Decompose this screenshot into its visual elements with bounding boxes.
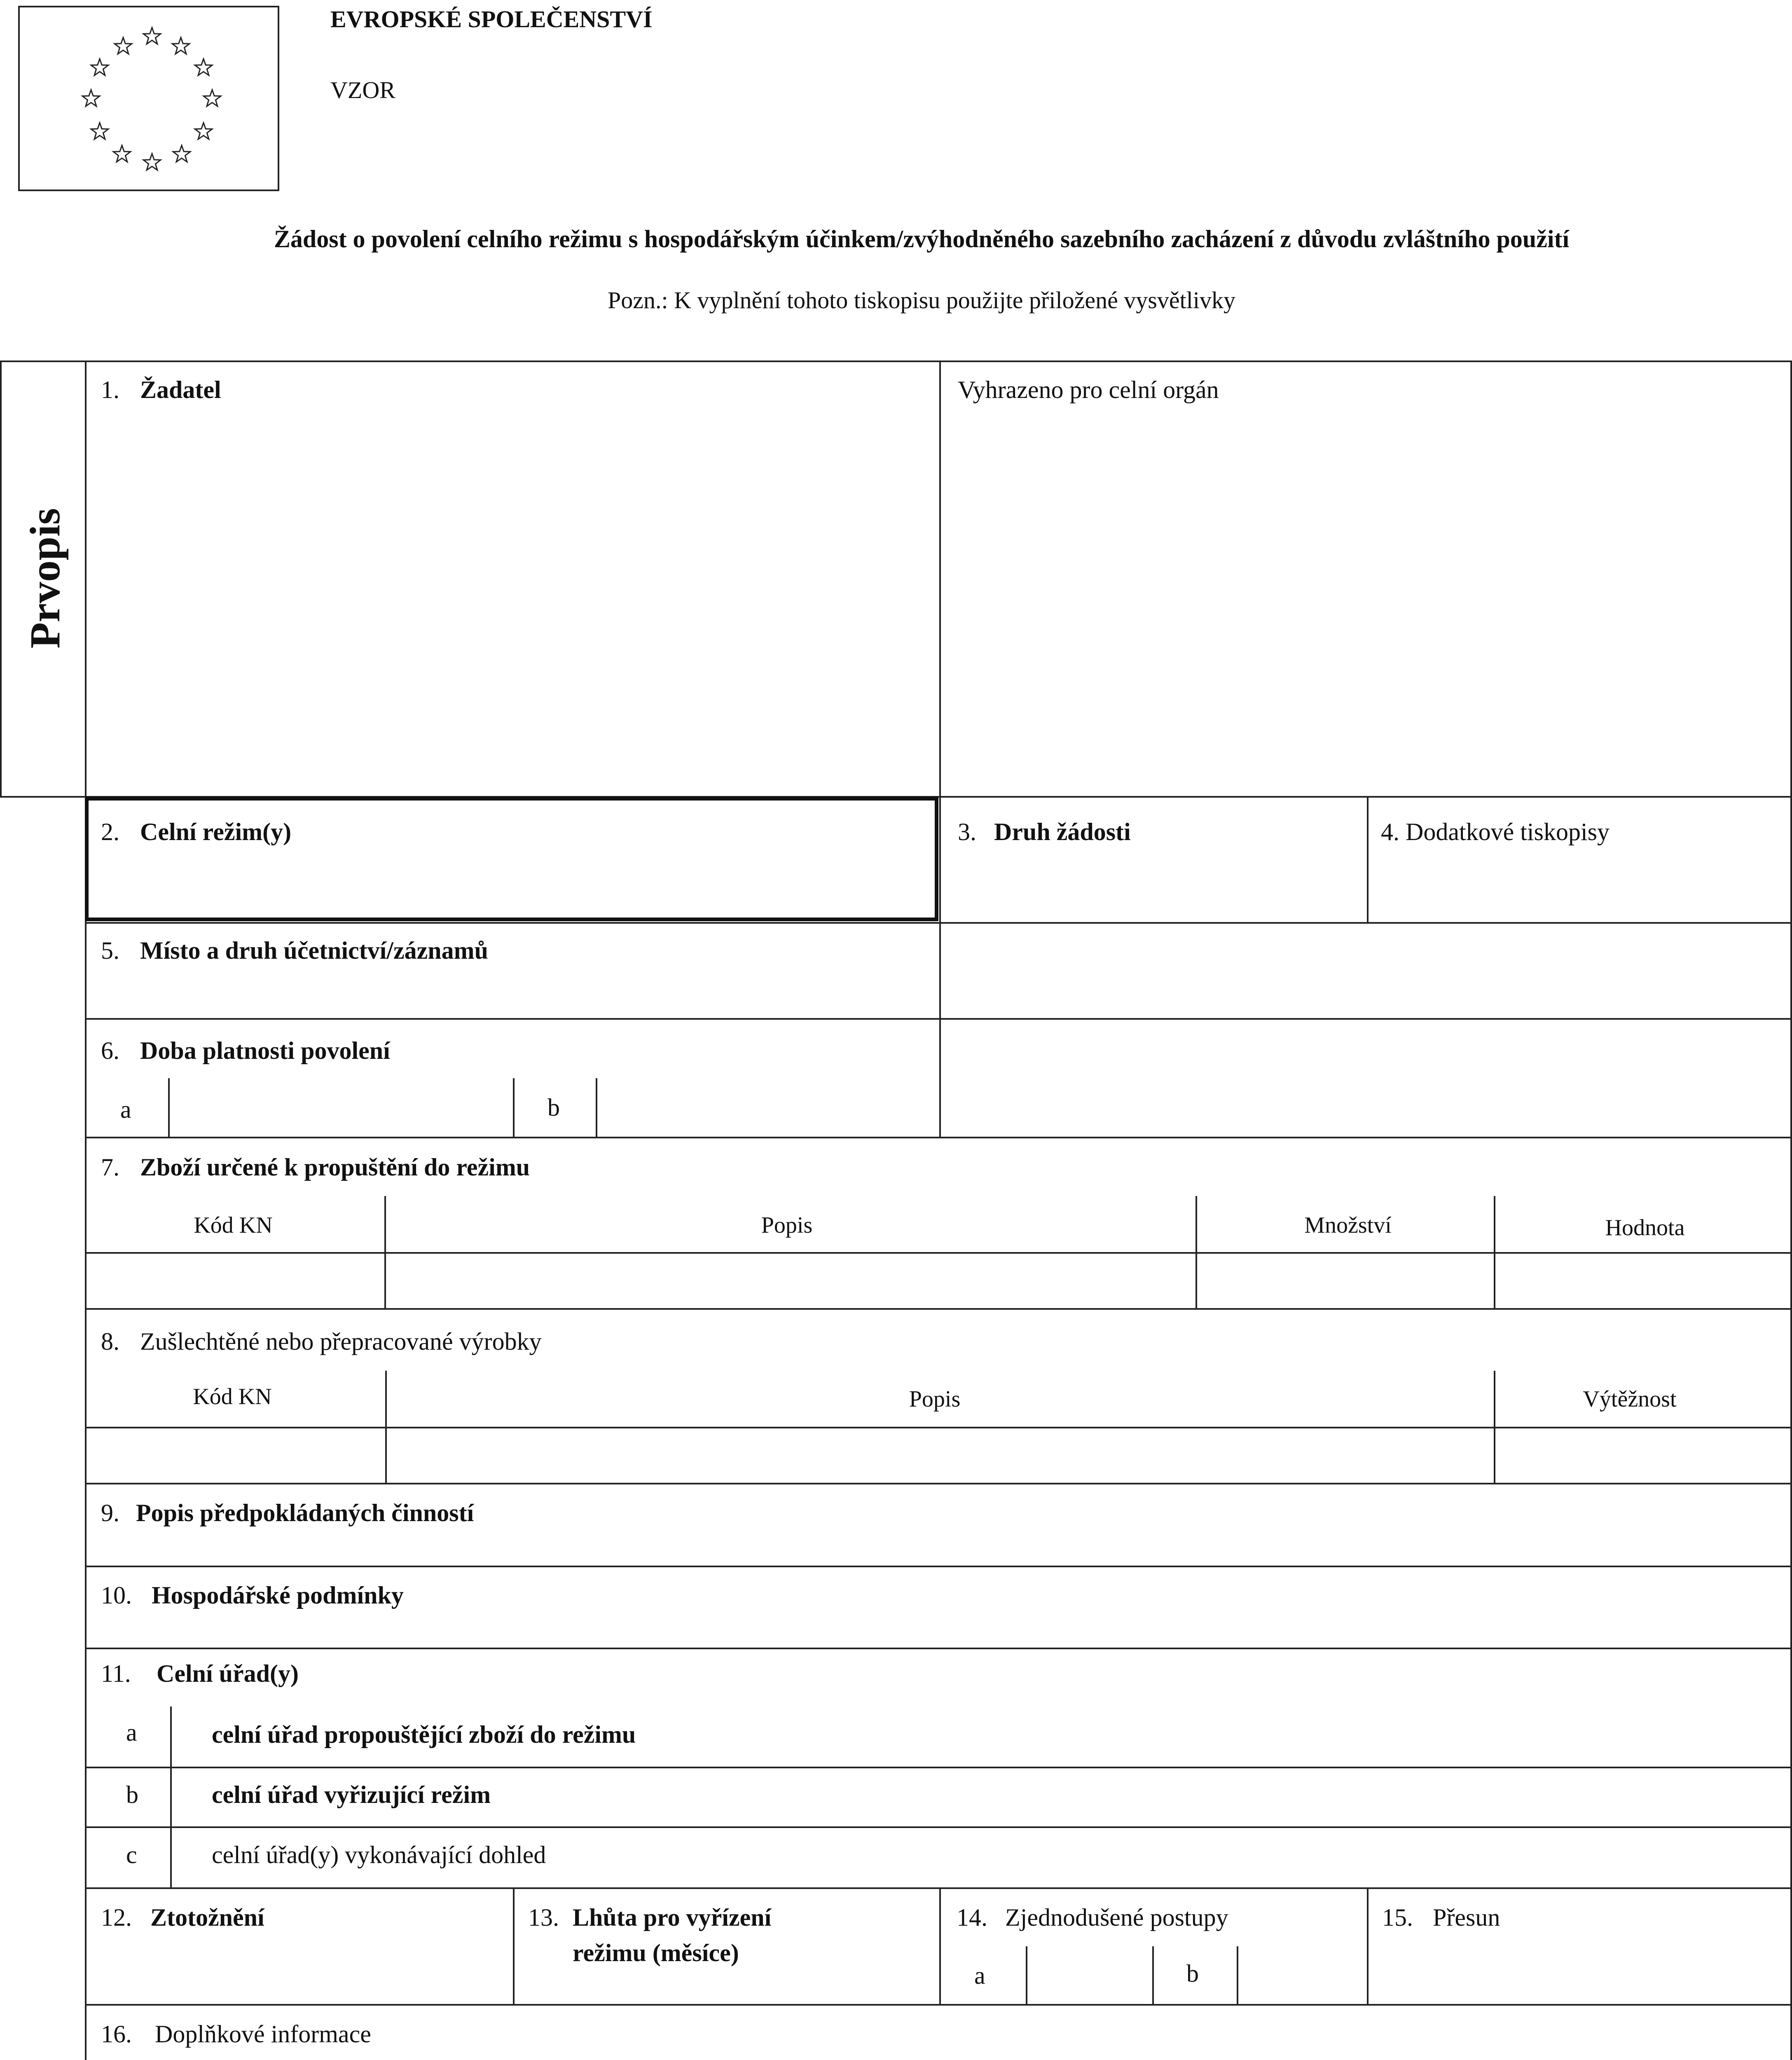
sample-mark: VZOR bbox=[330, 77, 395, 103]
box11-c-text: celní úřad(y) vykonávající dohled bbox=[212, 1841, 546, 1868]
box14-number: 14. bbox=[957, 1904, 987, 1931]
box11-b: b bbox=[126, 1781, 138, 1808]
box15-label: Přesun bbox=[1433, 1904, 1500, 1931]
box7-number: 7. bbox=[101, 1154, 119, 1181]
box16-label: Doplňkové informace bbox=[155, 2020, 371, 2048]
box5-label: Místo a druh účetnictví/záznamů bbox=[140, 937, 488, 964]
box12-label: Ztotožnění bbox=[150, 1904, 264, 1931]
box6-b: b bbox=[547, 1094, 560, 1121]
field-additional-forms[interactable] bbox=[1371, 853, 1787, 919]
box8-label: Zušlechtěné nebo přepracované výrobky bbox=[140, 1328, 542, 1355]
box10-number: 10. bbox=[101, 1582, 132, 1609]
box11-a-text: celní úřad propouštějící zboží do režimu bbox=[212, 1721, 636, 1748]
field-simplified-b[interactable] bbox=[1239, 1948, 1365, 2002]
box7-col-qty: Množství bbox=[1304, 1213, 1392, 1238]
box7-col-value: Hodnota bbox=[1605, 1215, 1685, 1241]
field-activities[interactable] bbox=[89, 1533, 1788, 1564]
copy-label-text: Prvopis bbox=[21, 508, 69, 648]
box11-b-text: celní úřad vyřizující režim bbox=[212, 1781, 491, 1808]
box11-a: a bbox=[126, 1719, 137, 1746]
org-name: EVROPSKÉ SPOLEČENSTVÍ bbox=[330, 6, 653, 33]
box9-number: 9. bbox=[101, 1499, 119, 1526]
field-validity-b[interactable] bbox=[598, 1079, 937, 1135]
box3-number: 3. bbox=[958, 818, 976, 845]
box8-number: 8. bbox=[101, 1328, 119, 1355]
field-customs-procedure[interactable] bbox=[85, 797, 938, 921]
box10-label: Hospodářské podmínky bbox=[152, 1582, 404, 1609]
page-title: Žádost o povolení celního režimu s hospodářským účinkem/zvýhodněného sazebního zacházení z důvodu zvláštního použití bbox=[274, 225, 1570, 253]
box13-label-line2: režimu (měsíce) bbox=[573, 1939, 739, 1966]
field-goods-cn[interactable] bbox=[87, 1255, 383, 1306]
field-identification[interactable] bbox=[89, 1936, 510, 2002]
field-office-supervising[interactable] bbox=[173, 1709, 1788, 1765]
box15-number: 15. bbox=[1382, 1904, 1413, 1931]
box11-number: 11. bbox=[101, 1660, 131, 1687]
box11-label: Celní úřad(y) bbox=[157, 1660, 299, 1687]
reserved-area bbox=[943, 412, 1788, 791]
box6-a: a bbox=[120, 1096, 131, 1123]
box1-label: Žadatel bbox=[140, 376, 221, 403]
box12-number: 12. bbox=[101, 1904, 132, 1931]
field-goods-value[interactable] bbox=[1496, 1255, 1789, 1306]
box7-col-desc: Popis bbox=[761, 1213, 813, 1238]
field-simplified-a[interactable] bbox=[1028, 1948, 1150, 2002]
copy-label bbox=[5, 360, 85, 796]
reserved-label: Vyhrazeno pro celní orgán bbox=[958, 376, 1219, 403]
field-goods-desc[interactable] bbox=[387, 1255, 1194, 1306]
field-goods-qty[interactable] bbox=[1198, 1255, 1492, 1306]
box16-number: 16. bbox=[101, 2020, 132, 2048]
box2-label: Celní režim(y) bbox=[140, 818, 292, 845]
eu-logo bbox=[18, 6, 279, 191]
field-transfer[interactable] bbox=[1369, 1936, 1788, 2002]
box13-number: 13. bbox=[528, 1904, 559, 1931]
box13-label-line1: Lhůta pro vyřízení bbox=[573, 1904, 772, 1931]
field-additional-info[interactable] bbox=[89, 2054, 1788, 2060]
box7-label: Zboží určené k propuštění do režimu bbox=[140, 1154, 530, 1181]
eu-stars-icon bbox=[20, 7, 278, 190]
box8-col-yield: Výtěžnost bbox=[1583, 1386, 1677, 1412]
field-applicant[interactable] bbox=[89, 412, 937, 791]
box2-number: 2. bbox=[101, 818, 119, 845]
box7-col-cn: Kód KN bbox=[194, 1213, 273, 1238]
page-note: Pozn.: K vyplnění tohoto tiskopisu použijte přiložené vysvětlivky bbox=[608, 287, 1235, 314]
field-office-control[interactable] bbox=[173, 1829, 1788, 1886]
box4-label: 4. Dodatkové tiskopisy bbox=[1381, 818, 1610, 845]
box8-col-desc: Popis bbox=[909, 1386, 961, 1412]
field-application-type[interactable] bbox=[943, 853, 1364, 919]
field-products-yield[interactable] bbox=[1496, 1429, 1789, 1481]
box5-number: 5. bbox=[101, 937, 119, 964]
field-products-cn[interactable] bbox=[87, 1429, 383, 1481]
box14-label: Zjednodušené postupy bbox=[1005, 1904, 1228, 1931]
box6-number: 6. bbox=[101, 1037, 119, 1064]
box14-b: b bbox=[1186, 1960, 1199, 1987]
field-validity-a[interactable] bbox=[171, 1079, 511, 1135]
field-discharge-period[interactable] bbox=[516, 1973, 937, 2002]
field-products-desc[interactable] bbox=[388, 1429, 1492, 1481]
box3-label: Druh žádosti bbox=[994, 818, 1131, 845]
box11-c: c bbox=[126, 1841, 137, 1868]
field-records-location[interactable] bbox=[89, 970, 1788, 1016]
box9-label: Popis předpokládaných činností bbox=[136, 1499, 474, 1526]
field-economic-conditions[interactable] bbox=[89, 1615, 1788, 1646]
field-box6-right[interactable] bbox=[943, 1022, 1788, 1135]
box1-number: 1. bbox=[101, 376, 119, 403]
box8-col-cn: Kód KN bbox=[193, 1384, 272, 1409]
box6-label: Doba platnosti povolení bbox=[140, 1037, 390, 1064]
box14-a: a bbox=[974, 1962, 985, 1989]
field-office-discharge[interactable] bbox=[173, 1769, 1788, 1825]
